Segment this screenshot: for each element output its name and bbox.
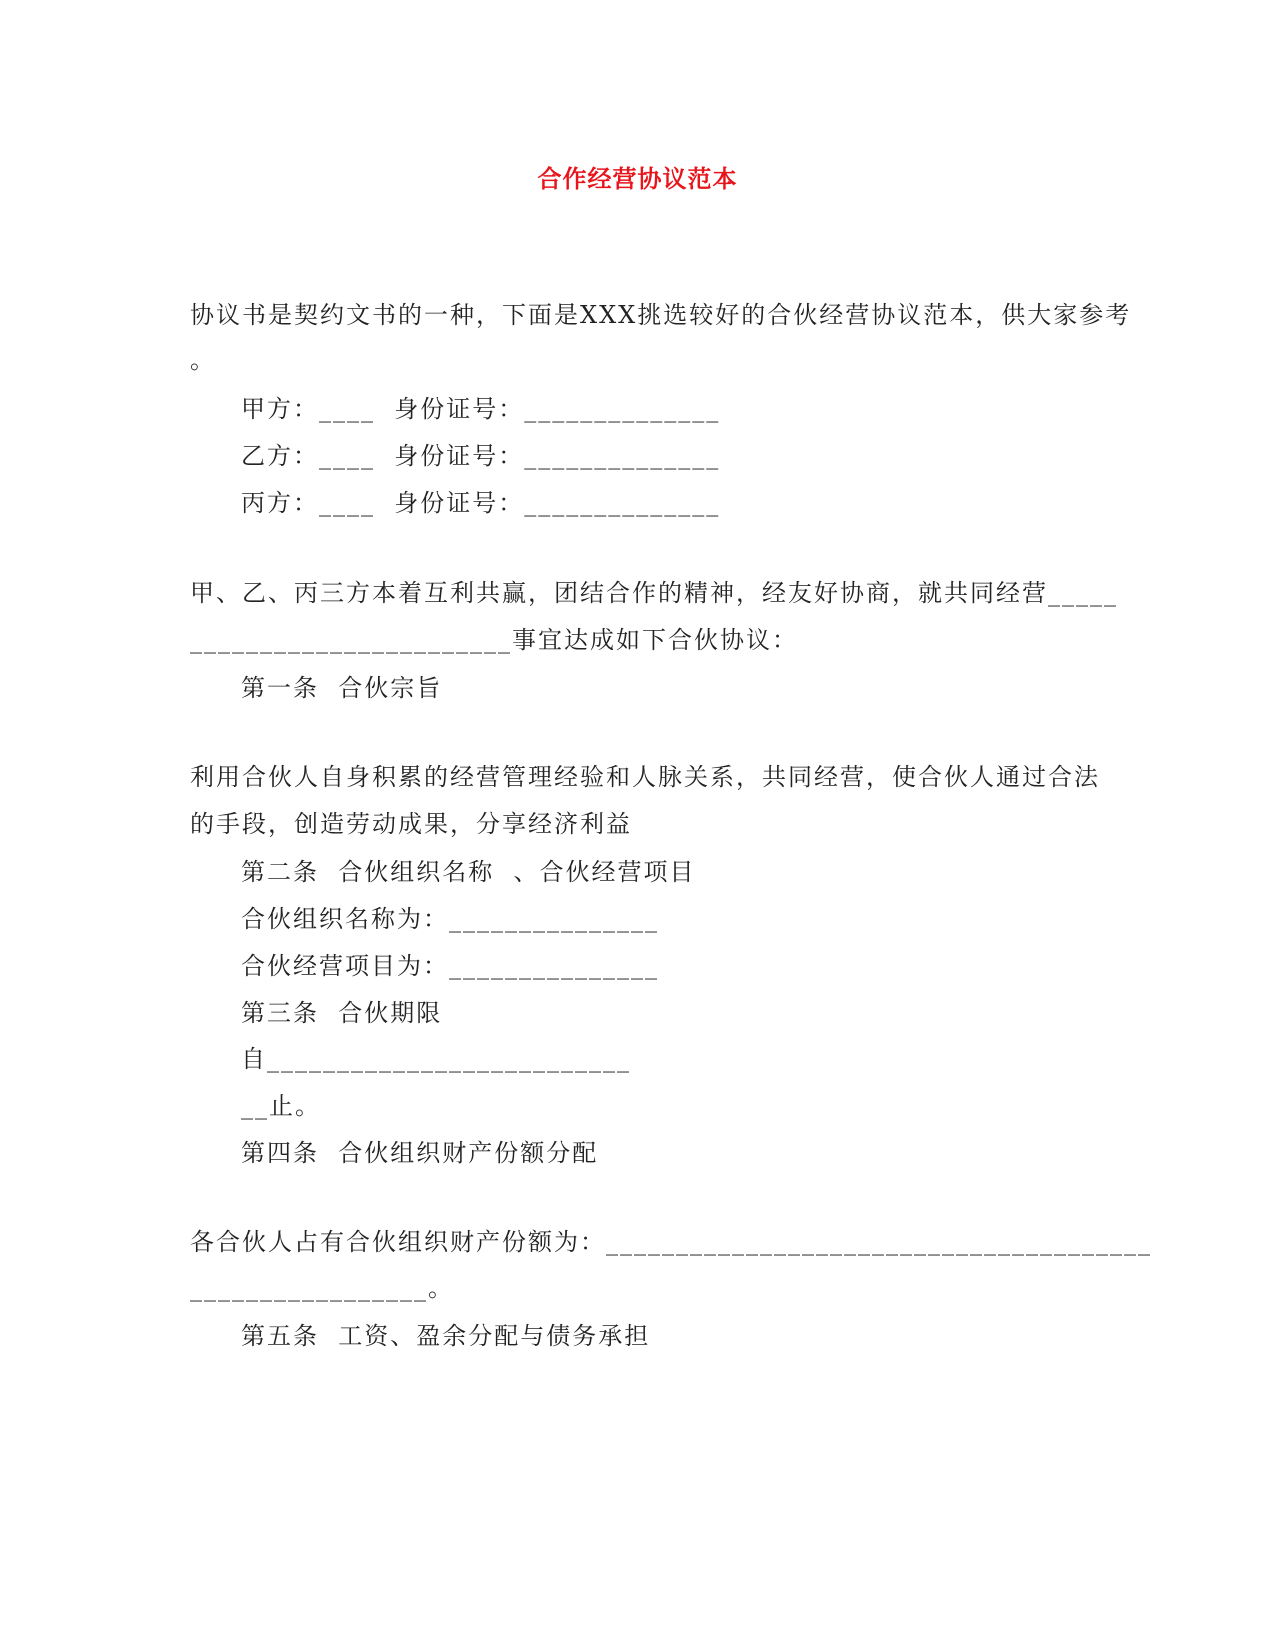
paragraph-1-line-1: 甲、乙、丙三方本着互利共赢，团结合作的精神，经友好协商，就共同经营_____ <box>190 579 1118 607</box>
term-from-line: 自__________________________ <box>241 1045 631 1073</box>
org-name-line: 合伙组织名称为：_______________ <box>241 905 659 933</box>
term-to-line: __止。 <box>241 1092 321 1120</box>
intro-line-1: 协议书是契约文书的一种，下面是XXX挑选较好的合伙经营协议范本，供大家参考 <box>190 301 1132 329</box>
paragraph-3-line-2: _________________。 <box>190 1274 454 1302</box>
party-c-line: 丙方：____ 身份证号：______________ <box>241 489 721 517</box>
intro-line-2: 。 <box>190 346 216 374</box>
article-4-heading: 第四条 合伙组织财产份额分配 <box>241 1139 599 1167</box>
party-b-line: 乙方：____ 身份证号：______________ <box>241 442 721 470</box>
article-5-heading: 第五条 工资、盈余分配与债务承担 <box>241 1322 651 1350</box>
article-1-heading: 第一条 合伙宗旨 <box>241 674 443 702</box>
paragraph-3-line-1: 各合伙人占有合伙组织财产份额为：_______________________________________ <box>190 1228 1152 1256</box>
paragraph-2-line-1: 利用合伙人自身积累的经营管理经验和人脉关系，共同经营，使合伙人通过合法 <box>190 763 1100 791</box>
paragraph-1-line-2: _______________________事宜达成如下合伙协议： <box>190 626 798 654</box>
article-2-heading: 第二条 合伙组织名称 、合伙经营项目 <box>241 858 696 886</box>
business-item-line: 合伙经营项目为：_______________ <box>241 952 659 980</box>
article-3-heading: 第三条 合伙期限 <box>241 999 443 1027</box>
paragraph-2-line-2: 的手段，创造劳动成果，分享经济利益 <box>190 810 632 838</box>
document-title: 合作经营协议范本 <box>537 164 738 193</box>
party-a-line: 甲方：____ 身份证号：______________ <box>241 395 721 423</box>
